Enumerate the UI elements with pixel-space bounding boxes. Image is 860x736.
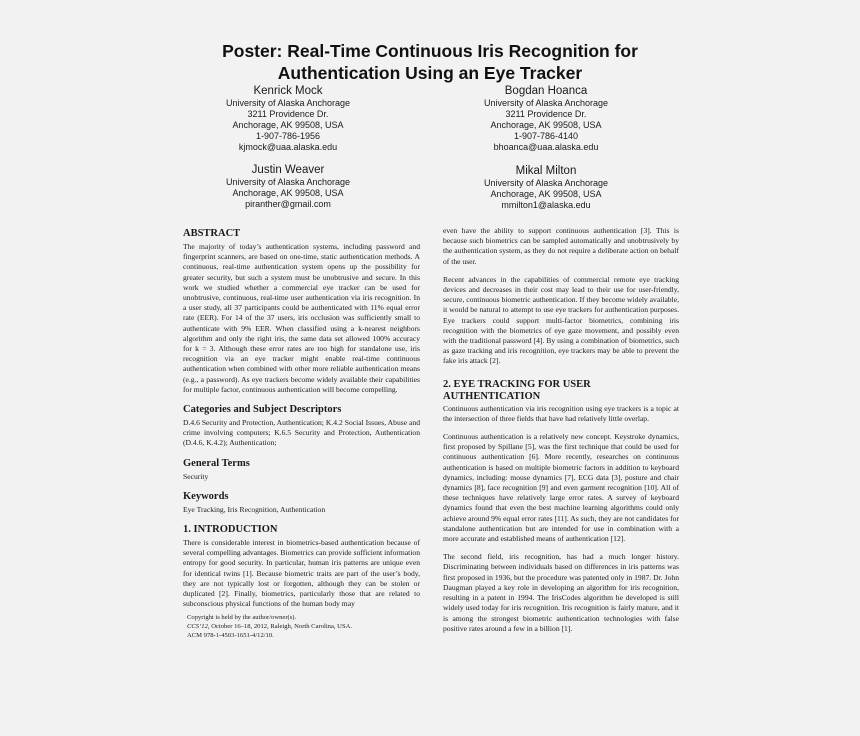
categories-heading: Categories and Subject Descriptors	[183, 404, 342, 416]
section-2-heading-line-1: 2. EYE TRACKING FOR USER	[443, 378, 591, 390]
author-affiliation: University of Alaska Anchorage	[225, 177, 351, 187]
author-block-3	[188, 163, 388, 210]
section-2-heading-line-2: AUTHENTICATION	[443, 390, 541, 402]
acm-isbn-line: ACM 978-1-4503-1651-4/12/10.	[187, 632, 274, 640]
author-email: mmilton1@alaska.edu	[501, 200, 591, 210]
abstract-text: The majority of today’s authentication systems, including password and fingerprint scanners, are based on one-time, static authentication methods. A continuous, real-time authentication system opens up the possibility for greater security, but such a system must be unobtrusive and secure. In this work we studied whether a commercial eye tracker can be used for unobtrusive, continuous, real-time user authentication via iris recognition. In a user study, all 37 participants could be authenticated with 11% equal error rate (EER). For 14 of the 37 users, iris occlusion was sufficiently small to authenticate with 9% EER. When classified using a k-nearest neighbors algorithm and only the right iris, the same data set allowed 100% accuracy for k = 3. Although these error rates are too high for standalone use, iris recognition via an eye tracker might enable real-time continuous authentication when combined with other more reliable authentication means (e.g., a password). As eye trackers become widely available their capabilities for multiple factor, continuous authentication will become compelling.	[183, 242, 420, 394]
keywords-heading: Keywords	[183, 490, 229, 502]
title-line-1: Poster: Real-Time Continuous Iris Recognition for	[222, 41, 638, 61]
author-email: bhoanca@uaa.alaska.edu	[493, 142, 599, 152]
author-city: Anchorage, AK 99508, USA	[490, 189, 602, 199]
author-affiliation: University of Alaska Anchorage	[483, 98, 609, 108]
general-terms-text: Security	[183, 471, 209, 481]
right-column	[443, 226, 679, 642]
author-address: 3211 Providence Dr.	[505, 109, 587, 119]
author-city: Anchorage, AK 99508, USA	[490, 120, 602, 130]
author-name: Mikal Milton	[515, 165, 577, 177]
right-paragraph-3: Continuous authentication via iris recognition using eye trackers is a topic at the intersection of three fields that have had relatively little overlap.	[443, 403, 679, 423]
author-block-2	[446, 84, 646, 153]
author-phone: 1-907-786-4140	[513, 131, 579, 141]
general-terms-heading: General Terms	[183, 457, 250, 469]
author-email: kjmock@uaa.alaska.edu	[238, 142, 338, 152]
author-name: Justin Weaver	[251, 164, 325, 176]
author-block-4	[446, 164, 646, 211]
author-name: Kenrick Mock	[253, 85, 323, 97]
conference-name: CCS’12	[187, 623, 208, 631]
copyright-notice	[187, 613, 420, 640]
conference-details: , October 16–18, 2012, Raleigh, North Carolina, USA.	[207, 623, 353, 631]
author-affiliation: University of Alaska Anchorage	[483, 178, 609, 188]
copyright-line: Copyright is held by the author/owner(s).	[187, 614, 297, 622]
paper-title	[0, 40, 860, 84]
conference-line	[187, 622, 420, 631]
right-paragraph-4: Continuous authentication is a relatively new concept. Keystroke dynamics, first proposed by Spillane [5], was the first technique that could be used for continuous authentication [6]. More recently, researches on continuous authentication is based on multiple biometric factors in addition to keyboard dynamics, including: mouse dynamics [7], ECG data [3], posture and chair dynamics [8], face recognition [9] and even garment recognition [10]. All of these techniques have relatively large error rates. A survey of keyboard dynamics found that even the best machine learning algorithms could only achieve around 9% equal error rates [11]. As such, they are not candidates for standalone authentication but are intended for use in combination with a more accurate and established means of authentication [12].	[443, 432, 679, 544]
right-paragraph-2: Recent advances in the capabilities of commercial remote eye tracking devices and decreases in their cost may lead to their use for user-friendly, secure, continuous biometric authentication. If they become widely available, it would be natural to attempt to use eye trackers for authentication purposes. Eye trackers could support multi-factor biometrics, combining iris recognition with the biometrics of eye gaze movement, and possibly even with the traditional password [4]. By using a combination of biometrics, such as gaze tracking and iris recognition, eye trackers may be able to prevent the fake iris attack [2].	[443, 274, 679, 366]
categories-section	[183, 404, 420, 449]
right-paragraph-1: even have the ability to support continuous authentication [3]. This is because such biometrics can be sampled automatically and unobtrusively by the authentication system, as they do not require a deliberate action on behalf of the user.	[443, 226, 679, 266]
author-city: Anchorage, AK 99508, USA	[232, 188, 344, 198]
author-city: Anchorage, AK 99508, USA	[232, 120, 344, 130]
author-email: piranther@gmail.com	[245, 199, 331, 209]
abstract-heading: ABSTRACT	[183, 228, 241, 239]
keywords-text: Eye Tracking, Iris Recognition, Authentication	[183, 504, 326, 514]
abstract-section	[183, 228, 420, 395]
introduction-section	[183, 524, 420, 609]
right-paragraph-5: The second field, iris recognition, has had a much longer history. Discriminating between individuals based on differences in iris patterns was first proposed in 1936, but the procedure was patented only in 1987. Dr. John Daugman played a key role in developing an algorithm for iris recognition, resulting in a patent in 1994. The IrisCodes algorithm he developed is still widely used today for iris recognition. Iris recognition is fairly mature, and it is among the strongest biometric authentication technologies with false positive rates around a few in a billion [1].	[443, 552, 679, 633]
author-phone: 1-907-786-1956	[255, 131, 321, 141]
introduction-heading: 1. INTRODUCTION	[183, 524, 278, 536]
introduction-text: There is considerable interest in biometrics-based authentication because of several compelling advantages. Biometrics can provide sufficient information entropy for good security. In particular, human iris patterns are unique even for identical twins [1]. Because biometric traits are part of the user’s body, they are not typically lost or forgotten, although they can be stolen or duplicated [2]. Finally, biometrics, particularly those that are related to subconscious physical functions of the human body may	[183, 538, 420, 609]
general-terms-section	[183, 458, 420, 482]
author-name: Bogdan Hoanca	[504, 85, 588, 97]
author-block-1	[188, 84, 388, 153]
author-address: 3211 Providence Dr.	[247, 109, 329, 119]
author-affiliation: University of Alaska Anchorage	[225, 98, 351, 108]
categories-text: D.4.6 Security and Protection, Authentication; K.4.2 Social Issues, Abuse and crime involving computers; K.6.5 Security and Protection, Authentication (D.4.6, K.4.2); Authentication;	[183, 418, 420, 448]
title-line-2: Authentication Using an Eye Tracker	[277, 63, 583, 83]
section-2-heading	[443, 379, 679, 403]
keywords-section	[183, 491, 420, 515]
left-column	[183, 228, 420, 640]
